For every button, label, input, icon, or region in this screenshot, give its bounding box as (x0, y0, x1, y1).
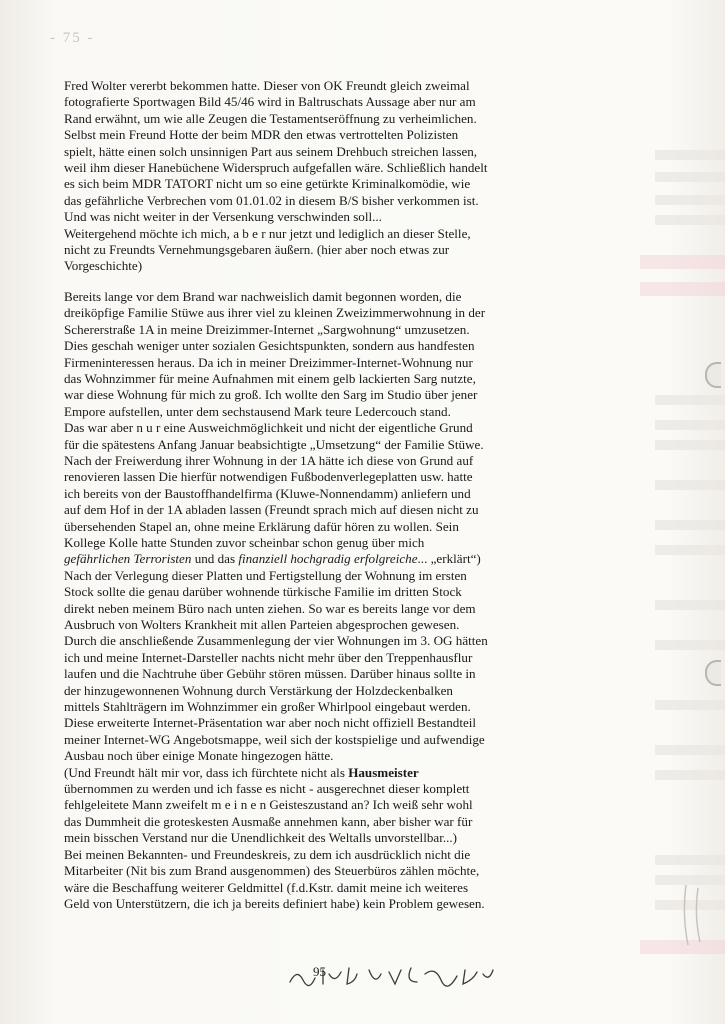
text-line: Empore aufstellen, unter dem sechstausend Mark teure Ledercouch stand. (64, 403, 451, 419)
show-through-mark (655, 520, 725, 530)
text-line: Und was nicht weiter in der Versenkung verschwinden soll... (64, 209, 382, 225)
text-line: Selbst mein Freund Hotte der beim MDR den etwas vertrottelten Polizisten (64, 127, 459, 143)
show-through-highlight (640, 255, 725, 269)
text-line: Bereits lange vor dem Brand war nachweislich damit begonnen worden, die (64, 288, 462, 304)
show-through-mark (655, 855, 725, 865)
text-line: direkt neben meinem Büro nach unten ziehen. So war es bereits lange vor dem (64, 600, 476, 616)
italic-text-line (64, 551, 542, 567)
punch-hole (705, 362, 721, 388)
text-fragment: ... „erklärt“) (417, 551, 481, 567)
show-through-mark (655, 395, 725, 405)
text-line: renovieren lassen Die hierfür notwendigen Fußbodenverlegeplatten usw. hatte (64, 469, 473, 485)
text-line: Vorgeschichte) (64, 258, 143, 274)
text-line: für die spätestens Anfang Januar beabsichtigte „Umsetzung“ der Familie Stüwe. (64, 436, 484, 452)
show-through-mark (655, 600, 725, 610)
text-line: Bei meinen Bekannten- und Freundeskreis, zu dem ich ausdrücklich nicht die (64, 846, 471, 862)
text-line: Stock sollte die genau darüber wohnende türkische Familie im dritten Stock (64, 584, 462, 600)
italic-phrase: finanziell hochgradig erfolgreiche (238, 551, 418, 567)
text-line: fehlgeleitete Mann zweifelt m e i n e n Geisteszustand an? Ich weiß sehr wohl (64, 797, 473, 813)
text-line: auf dem Hof in der 1A abladen lassen (Freundt sprach mich auf diesen nicht zu (64, 502, 479, 518)
text-line: Das war aber n u r eine Ausweichmöglichkeit und nicht der eigentliche Grund (64, 420, 473, 436)
show-through-mark (655, 215, 725, 225)
text-line: wäre die Beschaffung weiterer Geldmittel (f.d.Kstr. damit meine ich weiteres (64, 879, 469, 895)
text-line: Dies geschah weniger unter sozialen Gesichtspunkten, sondern aus handfesten (64, 338, 475, 354)
text-line: Fred Wolter vererbt bekommen hatte. Dieser von OK Freundt gleich zweimal (64, 78, 470, 93)
bold-word: Hausmeister (348, 764, 419, 780)
text-line: war diese Wohnung für mich zu groß. Ich wollte den Sarg im Studio über jener (64, 387, 478, 403)
show-through-mark (655, 745, 725, 755)
show-through-mark (655, 640, 725, 650)
show-through-highlight (640, 282, 725, 296)
text-line: Ausbau noch über einige Monate hingezogen hätte. (64, 748, 334, 764)
text-line: Nach der Verlegung dieser Platten und Fertigstellung der Wohnung im ersten (64, 567, 467, 583)
text-line: dreiköpfige Familie Stüwe aus ihrer viel zu kleinen Zweizimmerwohnung in der (64, 305, 486, 321)
text-line: Ausbruch von Wolters Krankheit mit allen Parteien abgesprochen gewesen. (64, 617, 460, 632)
text-fragment: (Und Freundt hält mir vor, dass ich fürchtete nicht als (64, 764, 349, 780)
text-line: übersehenden Stapel an, ohne meine Erklärung dafür hören zu wollen. Sein (64, 518, 459, 534)
paragraph-2 (64, 289, 542, 912)
text-line: Geld von Unterstützern, die ich ja bereits definiert habe) kein Problem gewesen. (64, 895, 485, 911)
text-line: weil ihm dieser Hanebüchene Widerspruch aufgefallen wäre. Schließlich handelt (64, 160, 488, 176)
show-through-mark (655, 770, 725, 780)
corner-mark: - 75 - (50, 30, 95, 46)
text-line: ich bereits von der Baustoffhandelfirma (Kluwe-Nonnendamm) anliefern und (64, 485, 471, 501)
text-line: Rand erwähnt, um wie alle Zeugen die Testamentseröffnung zu verheimlichen. (64, 110, 477, 126)
text-line: fotografierte Sportwagen Bild 45/46 wird in Baltruschats Aussage aber nur am (64, 94, 476, 110)
show-through-mark (655, 440, 725, 450)
show-through-mark (655, 420, 725, 430)
show-through-mark (655, 545, 725, 555)
text-line: es sich beim MDR TATORT nicht um so eine getürkte Kriminalkomödie, wie (64, 176, 471, 192)
bold-text-line (64, 765, 542, 781)
show-through-mark (655, 150, 725, 160)
text-line: das gefährliche Verbrechen vom 01.01.02 in diesem B/S bisher verkommen ist. (64, 192, 479, 208)
text-line: Durch die anschließende Zusammenlegung der vier Wohnungen im 3. OG hätten (64, 633, 488, 649)
text-line: übernommen zu werden und ich fasse es nicht - ausgerechnet dieser komplett (64, 781, 470, 797)
paragraph-1 (64, 78, 542, 275)
text-fragment: und das (191, 551, 239, 567)
text-line: laufen und die Nachtruhe über Gebühr stören müssen. Darüber hinaus sollte in (64, 666, 476, 682)
text-line: Diese erweiterte Internet-Präsentation war aber noch nicht offiziell Bestandteil (64, 715, 477, 731)
page-number: 95 (313, 964, 326, 979)
italic-phrase: gefährlichen Terroristen (64, 551, 192, 567)
text-line: der hinzugewonnenen Wohnung durch Verstärkung der Holzdeckenbalken (64, 682, 453, 698)
show-through-mark (655, 480, 725, 490)
text-line: das Dummheit die groteskesten Ausmaße annehmen kann, aber bisher war für (64, 813, 473, 829)
show-through-mark (655, 195, 725, 205)
document-body (64, 78, 542, 912)
text-line: meiner Internet-WG Angebotsmappe, weil sich der kostspielige und aufwendige (64, 731, 485, 747)
margin-scribble (680, 880, 710, 950)
text-line: mittels Stahlträgern im Wohnzimmer ein großer Whirlpool eingebaut werden. (64, 699, 471, 715)
text-line: Mitarbeiter (Nit bis zum Brand ausgenommen) des Steuerbüros zählen möchte, (64, 863, 480, 879)
text-line: Schererstraße 1A in meine Dreizimmer-Internet „Sargwohnung“ umzusetzen. (64, 321, 470, 337)
text-line: nicht zu Freundts Vernehmungsgebaren äußern. (hier aber noch etwas zur (64, 242, 450, 258)
text-line: das Wohnzimmer für meine Aufnahmen mit einem gelb lackierten Sarg nutzte, (64, 370, 476, 386)
show-through-mark (655, 172, 725, 182)
text-line: Weitergehend möchte ich mich, a b e r nur jetzt und lediglich an dieser Stelle, (64, 225, 471, 241)
text-line: Kollege Kolle hatte Stunden zuvor scheinbar schon genug über mich (64, 534, 425, 550)
text-line: spielt, hätte einen solch unsinnigen Part aus seinem Drehbuch streichen lassen, (64, 143, 478, 159)
show-through-mark (655, 700, 725, 710)
punch-hole (705, 660, 721, 686)
text-line: mein bisschen Verstand nur die Unendlichkeit des Weltalls unvorstellbar...) (64, 830, 458, 846)
text-line: Nach der Freiwerdung ihrer Wohnung in der 1A hätte ich diese von Grund auf (64, 452, 474, 468)
text-line: Firmeninteressen heraus. Da ich in meiner Dreizimmer-Internet-Wohnung nur (64, 354, 473, 370)
text-line: ich und meine Internet-Darsteller nachts nicht mehr über den Treppenhausflur (64, 649, 473, 665)
